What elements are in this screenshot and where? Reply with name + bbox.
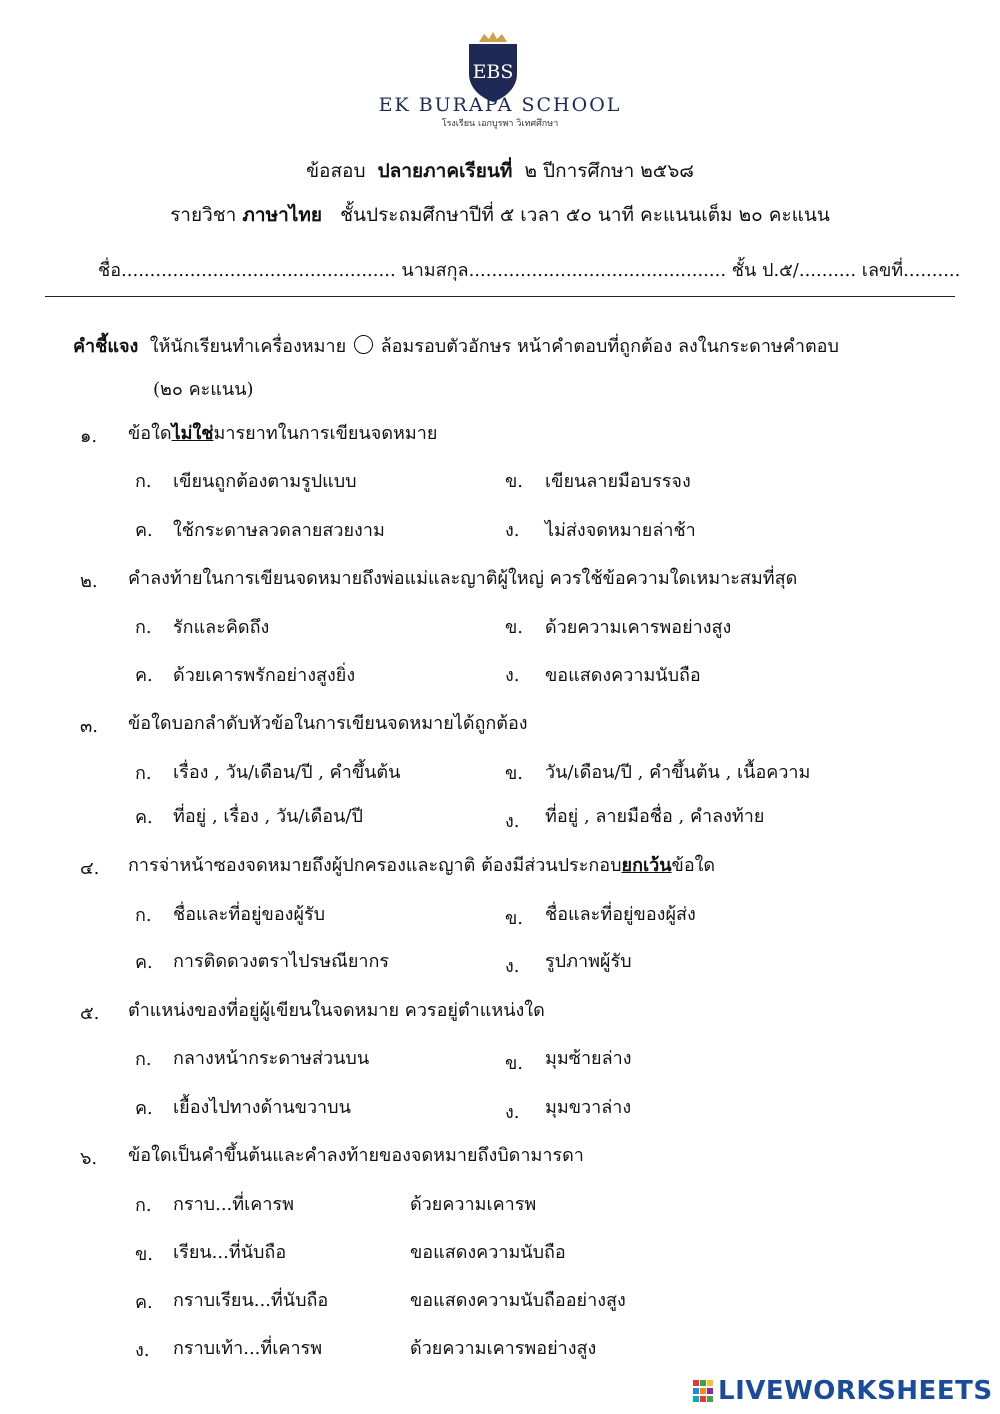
option-label[interactable]: ค. xyxy=(135,1098,153,1119)
option-label[interactable]: ง. xyxy=(505,956,520,977)
question-text: ตำแหน่งของที่อยู่ผู้เขียนในจดหมาย ควรอยู่ตำแหน่งใด xyxy=(128,1000,545,1021)
option-label[interactable]: ข. xyxy=(505,763,524,784)
circle-mark-icon xyxy=(354,335,373,354)
question-number: ๓. xyxy=(80,716,99,737)
question-number: ๔. xyxy=(80,858,100,879)
option-text[interactable]: เขียนลายมือบรรจง xyxy=(545,471,691,492)
option-text[interactable]: ที่อยู่ , เรื่อง , วัน/เดือน/ปี xyxy=(173,806,363,827)
option-text[interactable]: วัน/เดือน/ปี , คำขึ้นต้น , เนื้อความ xyxy=(545,762,811,783)
subject-line xyxy=(0,200,1000,230)
option-text[interactable]: ชื่อและที่อยู่ของผู้รับ xyxy=(173,904,326,925)
option-text[interactable]: ชื่อและที่อยู่ของผู้ส่ง xyxy=(545,904,696,925)
question-emphasis: ยกเว้น xyxy=(621,855,672,876)
option-text[interactable]: ไม่ส่งจดหมายล่าช้า xyxy=(545,520,696,541)
option-closing[interactable]: ขอแสดงความนับถืออย่างสูง xyxy=(410,1290,626,1311)
divider xyxy=(45,296,955,297)
option-text[interactable]: มุมซ้ายล่าง xyxy=(545,1048,632,1069)
option-label[interactable]: ง. xyxy=(135,1340,150,1361)
option-opening[interactable]: กราบเรียน...ที่นับถือ xyxy=(173,1290,329,1311)
option-text[interactable]: ด้วยเคารพรักอย่างสูงยิ่ง xyxy=(173,665,356,686)
option-label[interactable]: ค. xyxy=(135,520,153,541)
question-number: ๒. xyxy=(80,571,98,592)
instruction-text-b: ล้อมรอบตัวอักษร หน้าคำตอบที่ถูกต้อง ลงในกระดาษคำตอบ xyxy=(380,336,839,357)
option-text[interactable]: การติดดวงตราไปรษณียากร xyxy=(173,951,390,972)
option-label[interactable]: ก. xyxy=(135,763,152,784)
option-label[interactable]: ค. xyxy=(135,665,153,686)
option-opening[interactable]: เรียน...ที่นับถือ xyxy=(173,1242,287,1263)
option-closing[interactable]: ด้วยความเคารพอย่างสูง xyxy=(410,1338,597,1359)
option-label[interactable]: ก. xyxy=(135,617,152,638)
option-label[interactable]: ก. xyxy=(135,905,152,926)
liveworksheets-icon xyxy=(692,1378,714,1404)
instruction-points: (๒๐ คะแนน) xyxy=(153,379,254,400)
school-name: EK BURAPA SCHOOL xyxy=(378,94,622,116)
option-text[interactable]: เยื้องไปทางด้านขวาบน xyxy=(173,1097,351,1118)
exam-title-year: ๒ ปีการศึกษา ๒๕๖๘ xyxy=(524,160,694,182)
option-text[interactable]: รูปภาพผู้รับ xyxy=(545,951,632,972)
option-label[interactable]: ค. xyxy=(135,1292,153,1313)
option-closing[interactable]: ด้วยความเคารพ xyxy=(410,1194,537,1215)
question-number: ๑. xyxy=(80,426,98,447)
option-label[interactable]: ก. xyxy=(135,1049,152,1070)
question-text: ข้อใดเป็นคำขึ้นต้นและคำลงท้ายของจดหมายถึงบิดามารดา xyxy=(128,1145,584,1166)
exam-title-term: ปลายภาคเรียนที่ xyxy=(377,160,513,182)
subject-name: ภาษาไทย xyxy=(242,204,322,226)
option-label[interactable]: ง. xyxy=(505,1102,520,1123)
option-text[interactable]: กลางหน้ากระดาษส่วนบน xyxy=(173,1048,370,1069)
school-logo xyxy=(465,28,521,104)
question-text: ข้อใดไม่ใช่มารยาทในการเขียนจดหมาย xyxy=(128,423,438,444)
instruction-text-a: ให้นักเรียนทำเครื่องหมาย xyxy=(149,336,347,357)
option-text[interactable]: รักและคิดถึง xyxy=(173,617,270,638)
option-label[interactable]: ง. xyxy=(505,520,520,541)
option-label[interactable]: ข. xyxy=(135,1244,154,1265)
option-text[interactable]: มุมขวาล่าง xyxy=(545,1097,632,1118)
subject-details: ชั้นประถมศึกษาปีที่ ๕ เวลา ๕๐ นาที คะแนนเต็ม ๒๐ คะแนน xyxy=(340,204,830,226)
option-label[interactable]: ก. xyxy=(135,471,152,492)
liveworksheets-text: LIVEWORKSHEETS xyxy=(718,1376,993,1406)
instruction-label: คำชี้แจง xyxy=(73,336,139,357)
option-label[interactable]: ข. xyxy=(505,471,524,492)
option-text[interactable]: ด้วยความเคารพอย่างสูง xyxy=(545,617,732,638)
option-label[interactable]: ง. xyxy=(505,665,520,686)
option-label[interactable]: ข. xyxy=(505,908,524,929)
question-emphasis: ไม่ใช่ xyxy=(171,423,214,444)
option-text[interactable]: ขอแสดงความนับถือ xyxy=(545,665,701,686)
question-number: ๖. xyxy=(80,1148,98,1169)
option-label[interactable]: ง. xyxy=(505,811,520,832)
question-text: การจ่าหน้าซองจดหมายถึงผู้ปกครองและญาติ ต้องมีส่วนประกอบยกเว้นข้อใด xyxy=(128,855,716,876)
option-opening[interactable]: กราบเท้า...ที่เคารพ xyxy=(173,1338,323,1359)
subject-label: รายวิชา xyxy=(170,204,237,226)
question-text: คำลงท้ายในการเขียนจดหมายถึงพ่อแม่และญาติผู้ใหญ่ ควรใช้ข้อความใดเหมาะสมที่สุด xyxy=(128,568,798,589)
option-label[interactable]: ข. xyxy=(505,617,524,638)
option-closing[interactable]: ขอแสดงความนับถือ xyxy=(410,1242,566,1263)
option-label[interactable]: ก. xyxy=(135,1195,152,1216)
option-text[interactable]: เขียนถูกต้องตามรูปแบบ xyxy=(173,471,357,492)
option-text[interactable]: ใช้กระดาษลวดลายสวยงาม xyxy=(173,520,385,541)
exam-title-a: ข้อสอบ xyxy=(306,160,366,182)
option-label[interactable]: ค. xyxy=(135,952,153,973)
option-label[interactable]: ค. xyxy=(135,807,153,828)
option-label[interactable]: ข. xyxy=(505,1053,524,1074)
logo-letters: EBS xyxy=(472,61,514,83)
option-opening[interactable]: กราบ...ที่เคารพ xyxy=(173,1194,294,1215)
school-subtitle: โรงเรียน เอกบูรพา วิเทศศึกษา xyxy=(441,119,559,129)
option-text[interactable]: ที่อยู่ , ลายมือชื่อ , คำลงท้าย xyxy=(545,806,765,827)
liveworksheets-brand[interactable] xyxy=(692,1374,993,1408)
question-text: ข้อใดบอกลำดับหัวข้อในการเขียนจดหมายได้ถูกต้อง xyxy=(128,713,528,734)
question-number: ๕. xyxy=(80,1003,100,1024)
student-info-line: ชื่อ................................................ นามสกุล............................................. ชั้น ป.๕/.......... เลขที่.......... xyxy=(98,260,961,281)
exam-title xyxy=(0,156,1000,186)
instruction xyxy=(73,331,839,360)
option-text[interactable]: เรื่อง , วัน/เดือน/ปี , คำขึ้นต้น xyxy=(173,762,401,783)
